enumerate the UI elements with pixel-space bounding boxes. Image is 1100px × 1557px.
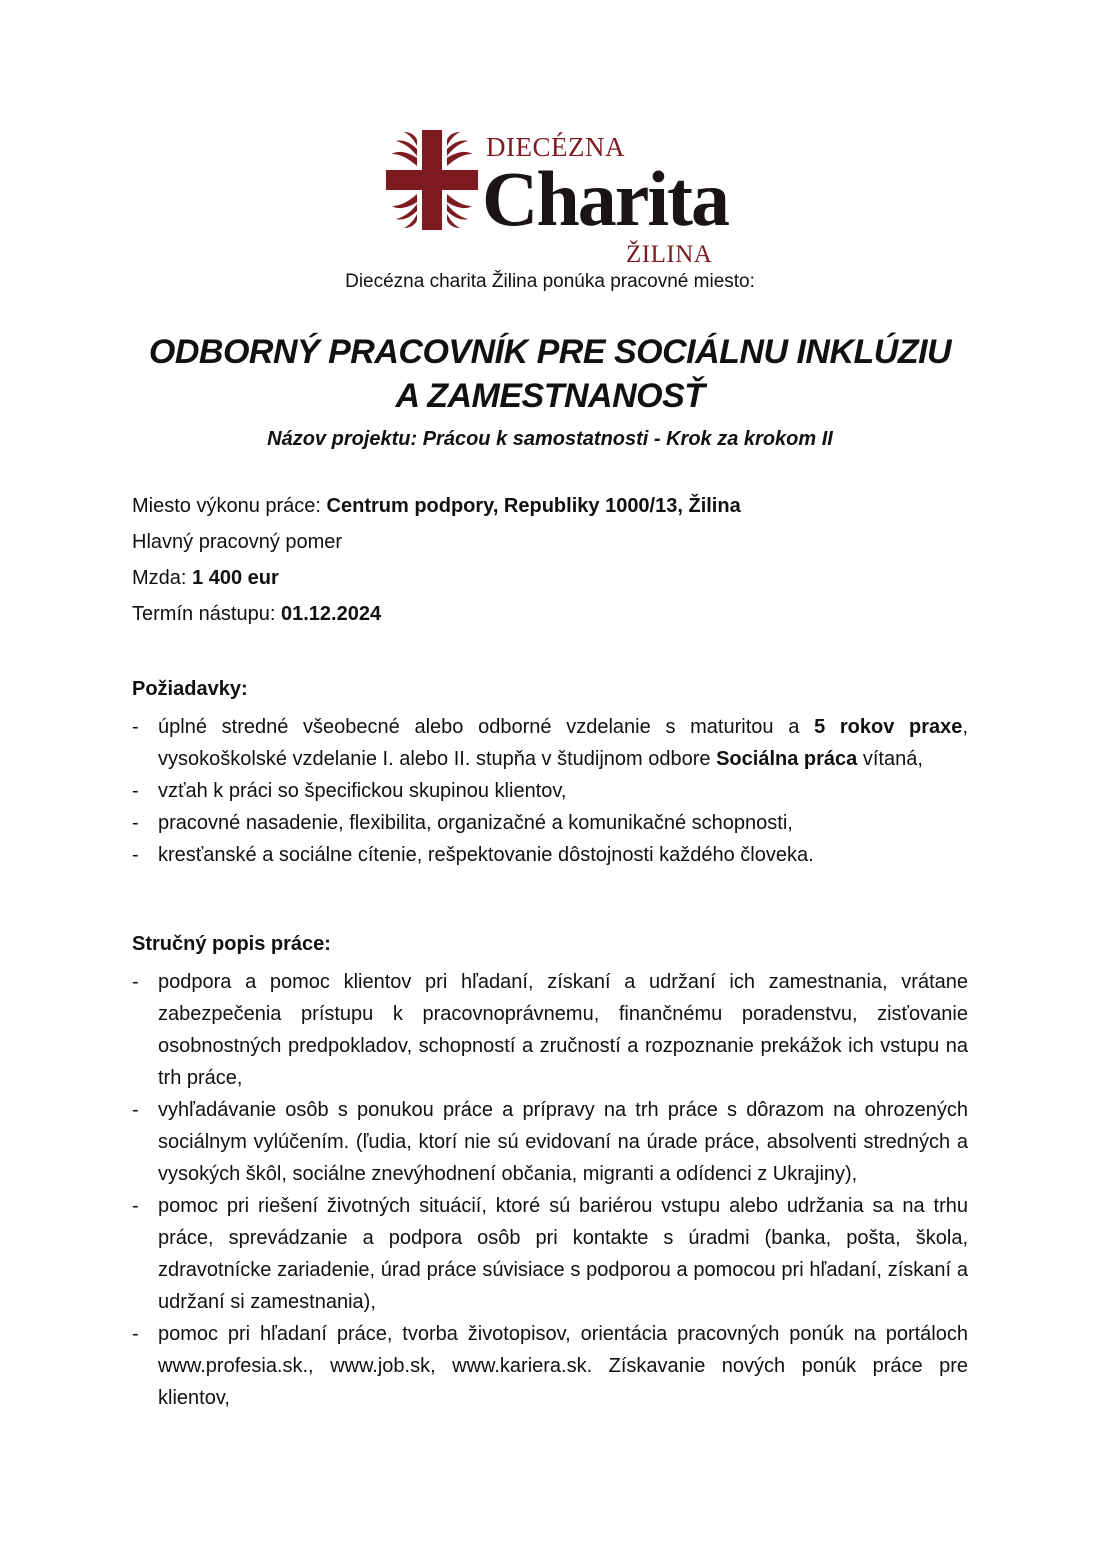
list-item: - pracovné nasadenie, flexibilita, organizačné a komunikačné schopnosti,: [132, 807, 968, 839]
bullet-dash: -: [132, 780, 139, 802]
job-title-line2: A ZAMESTNANOSŤ: [395, 377, 705, 415]
charita-logo: [384, 128, 728, 268]
list-item: - úplné stredné všeobecné alebo odborné vzdelanie s maturitou a 5 rokov praxe, vysokoškolské vzdelanie I. alebo II. stupňa v študijnom odbore Sociálna práca vítaná,: [132, 711, 968, 775]
logo-charita-text: Charita: [482, 155, 728, 242]
info-start-date: [132, 600, 741, 636]
info-employment-type: Hlavný pracovný pomer: [132, 531, 343, 553]
bullet-dash: -: [132, 844, 139, 866]
list-item: - podpora a pomoc klientov pri hľadaní, získaní a udržaní ich zamestnania, vrátane zabezpečenia prístupu k pracovnoprávnemu, finančnému poradenstvu, zisťovanie osobnostných predpokladov, schopností a zručností a rozpoznanie prekážok ich vstupu na trh práce,: [132, 966, 968, 1094]
project-name: Názov projektu: Prácou k samostatnosti - Krok za krokom II: [267, 428, 833, 450]
list-item: - vzťah k práci so špecifickou skupinou klientov,: [132, 775, 968, 807]
list-item: - kresťanské a sociálne cítenie, rešpektovanie dôstojnosti každého človeka.: [132, 839, 968, 871]
bullet-dash: -: [132, 971, 139, 993]
job-title: [0, 330, 1100, 418]
bullet-dash: -: [132, 1195, 139, 1217]
bullet-dash: -: [132, 1099, 139, 1121]
bullet-dash: -: [132, 812, 139, 834]
job-title-line1: ODBORNÝ PRACOVNÍK PRE SOCIÁLNU INKLÚZIU: [148, 333, 952, 371]
list-item: - pomoc pri riešení životných situácií, ktoré sú bariérou vstupu alebo udržania sa na trhu práce, sprevádzanie a podpora osôb pri kontakte s úradmi (banka, pošta, škola, zdravotnícke zariadenie, úrad práce súvisiace s podporou a pomocou pri hľadaní, získaní a udržaní si zamestnania),: [132, 1190, 968, 1318]
info-location: [132, 492, 741, 528]
intro-text: Diecézna charita Žilina ponúka pracovné miesto:: [345, 271, 755, 292]
requirements-list: [132, 711, 968, 871]
bullet-dash: -: [132, 716, 139, 738]
salary-value: 1 400 eur: [192, 567, 279, 589]
location-label: Miesto výkonu práce:: [132, 495, 327, 517]
bullet-dash: -: [132, 1323, 139, 1345]
logo-diecezna-text: DIECÉZNA: [486, 132, 625, 162]
logo-zilina-text: ŽILINA: [626, 241, 713, 268]
caritas-cross-icon: [384, 128, 480, 232]
start-value: 01.12.2024: [280, 603, 382, 625]
requirements-section: [132, 675, 968, 871]
list-item: - vyhľadávanie osôb s ponukou práce a prípravy na trh práce s dôrazom na ohrozených sociálnym vylúčením. (ľudia, ktorí nie sú evidovaní na úrade práce, absolventi stredných a vysokých škôl, sociálne znevýhodnení občania, migranti a odídenci z Ukrajiny),: [132, 1094, 968, 1190]
description-list: [132, 966, 968, 1414]
salary-label: Mzda:: [132, 567, 193, 589]
list-item: - pomoc pri hľadaní práce, tvorba životopisov, orientácia pracovných ponúk na portáloch www.profesia.sk., www.job.sk, www.kariera.sk. Získavanie nových ponúk práce pre klientov,: [132, 1318, 968, 1414]
location-value: Centrum podpory, Republiky 1000/13, Žilina: [326, 495, 741, 517]
start-label: Termín nástupu:: [132, 603, 281, 625]
description-heading: Stručný popis práce:: [132, 933, 331, 955]
job-info: [132, 492, 741, 636]
job-description-section: [132, 930, 968, 1414]
info-salary: [132, 564, 741, 600]
requirements-heading: Požiadavky:: [132, 678, 248, 700]
